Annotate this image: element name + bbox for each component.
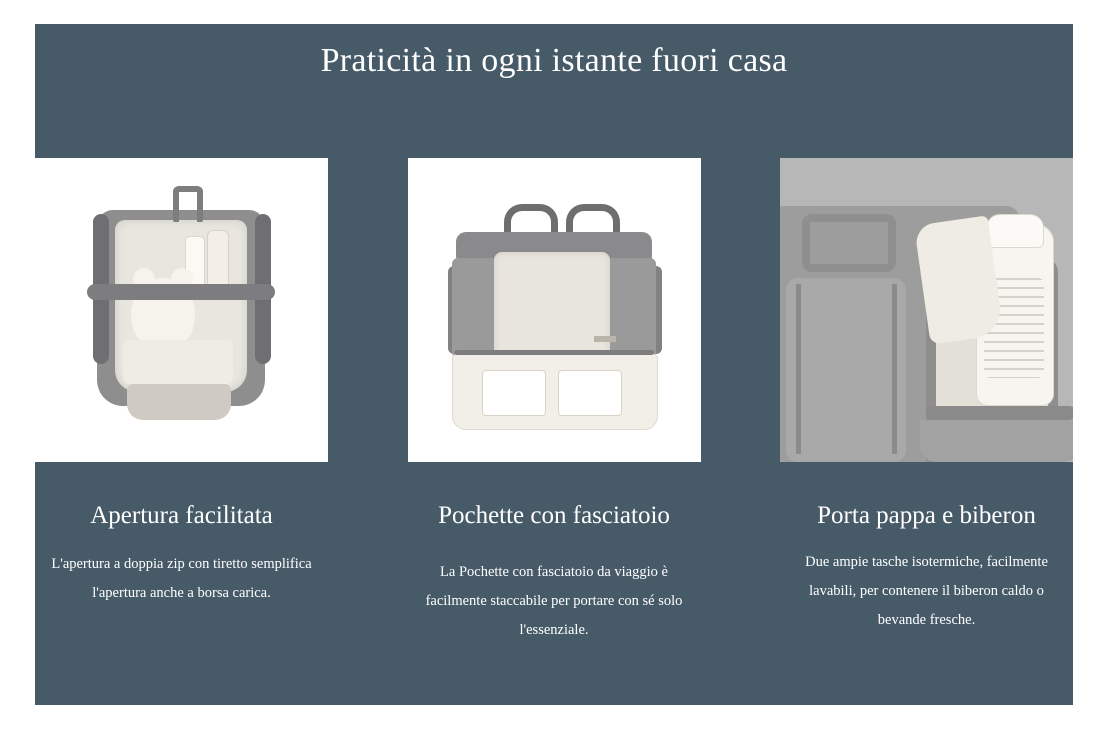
card-description: Due ampie tasche isotermiche, facilmente lavabili, per contenere il biberon caldo o bevande fresche.: [805, 554, 1048, 628]
bag-zipper-left-shape: [796, 284, 801, 454]
insulated-bottle-pocket-photo: [780, 158, 1073, 462]
bag-zipper-right-shape: [892, 284, 897, 454]
bag-front-panel-shape: [786, 278, 906, 462]
feature-card-porta-pappa-e-biberon: [780, 158, 1073, 645]
bag-base-strap-shape: [926, 406, 1073, 420]
feature-cards: [35, 158, 1073, 645]
bag-flap-shape: [87, 284, 275, 300]
wipes-pack-shape: [558, 370, 622, 416]
bag-front-pocket-shape: [127, 384, 231, 420]
bag-handle-shape: [802, 214, 896, 272]
card-title: Porta pappa e biberon: [817, 502, 1036, 529]
bag-illustration: [408, 158, 701, 462]
bag-zipper-shape: [454, 350, 654, 355]
feature-card-apertura-facilitata: [35, 158, 328, 645]
bag-bottom-shape: [920, 420, 1073, 462]
bag-brand-label-shape: [594, 336, 616, 342]
bag-illustration: [35, 158, 328, 462]
open-diaper-bag-top-view-photo: [35, 158, 328, 462]
bag-handle-shape: [173, 186, 203, 222]
bag-illustration: [780, 158, 1073, 462]
bag-with-travel-changing-mat-photo: [408, 158, 701, 462]
promo-banner: [35, 24, 1073, 705]
card-description: L'apertura a doppia zip con tiretto semplifica l'apertura anche a borsa carica.: [51, 556, 312, 601]
page-title: Praticità in ogni istante fuori casa: [320, 42, 788, 79]
card-title: Apertura facilitata: [90, 502, 273, 529]
card-description: La Pochette con fasciatoio da viaggio è facilmente staccabile per portare con sé solo l'essenziale.: [425, 564, 683, 638]
diaper-shape: [482, 370, 546, 416]
folded-cloth-shape: [123, 340, 233, 384]
baby-bottle-cap-shape: [986, 214, 1044, 248]
feature-card-pochette-con-fasciatoio: [408, 158, 701, 645]
card-title: Pochette con fasciatoio: [438, 502, 670, 529]
